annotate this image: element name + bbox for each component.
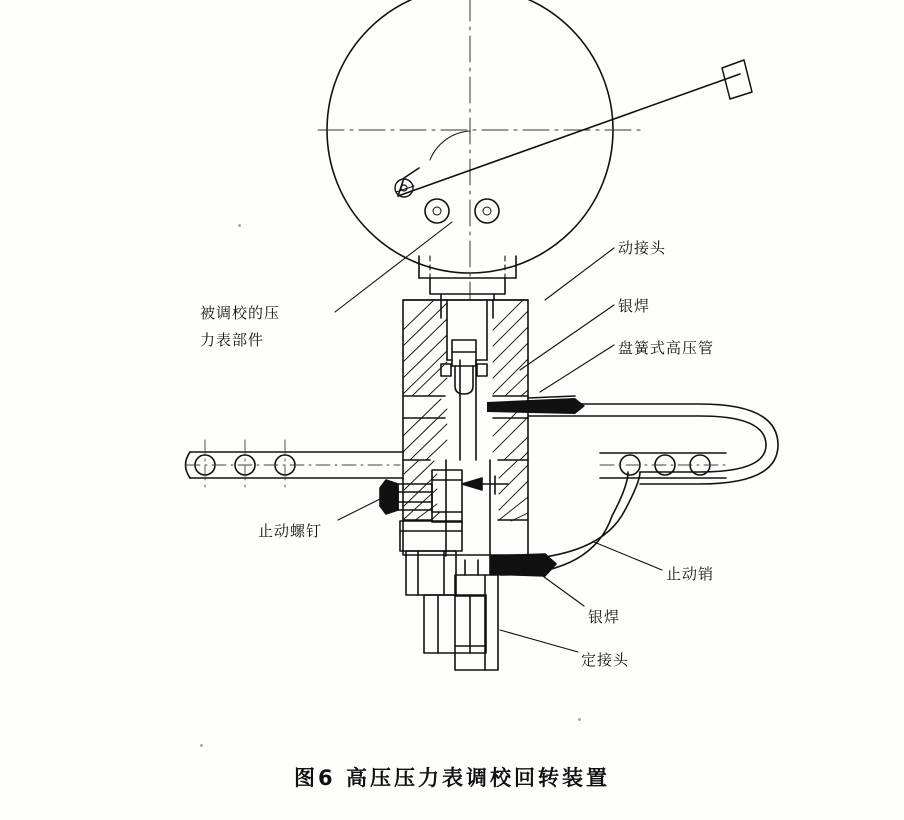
valve-body-block [403, 300, 528, 556]
scan-speck [238, 224, 241, 227]
coil-high-pressure-tube [487, 396, 778, 484]
silver-solder-pad-top [487, 398, 585, 414]
gauge-needle [396, 60, 752, 196]
label-stop-pin: 止动销 [666, 565, 715, 583]
label-coil-hp-tube: 盘簧式高压管 [618, 339, 715, 357]
scan-speck [578, 718, 581, 721]
section-hatching-left [403, 300, 447, 521]
label-silver-solder-bottom: 银焊 [588, 608, 621, 626]
lower-connecting-tube [490, 472, 640, 576]
label-gauge-under-test-line2: 力表部件 [200, 331, 265, 349]
lower-nut-stack [400, 521, 498, 670]
silver-solder-pad-bottom [490, 554, 556, 576]
dial-hole-right [475, 199, 499, 223]
figure-caption: 图6 高压压力表调校回转装置 [294, 766, 610, 790]
scan-speck [200, 744, 203, 747]
label-silver-solder-top: 银焊 [618, 297, 651, 315]
dial-hole-left [425, 199, 449, 223]
label-moving-joint: 动接头 [618, 239, 667, 257]
label-stop-screw: 止动螺钉 [258, 522, 323, 540]
label-gauge-under-test-line1: 被调校的压 [200, 304, 281, 322]
right-handle-rod [600, 453, 730, 478]
top-plug [441, 340, 487, 394]
gauge-stem [419, 256, 516, 300]
label-fixed-joint: 定接头 [581, 651, 630, 669]
left-handle-rod [186, 440, 404, 492]
